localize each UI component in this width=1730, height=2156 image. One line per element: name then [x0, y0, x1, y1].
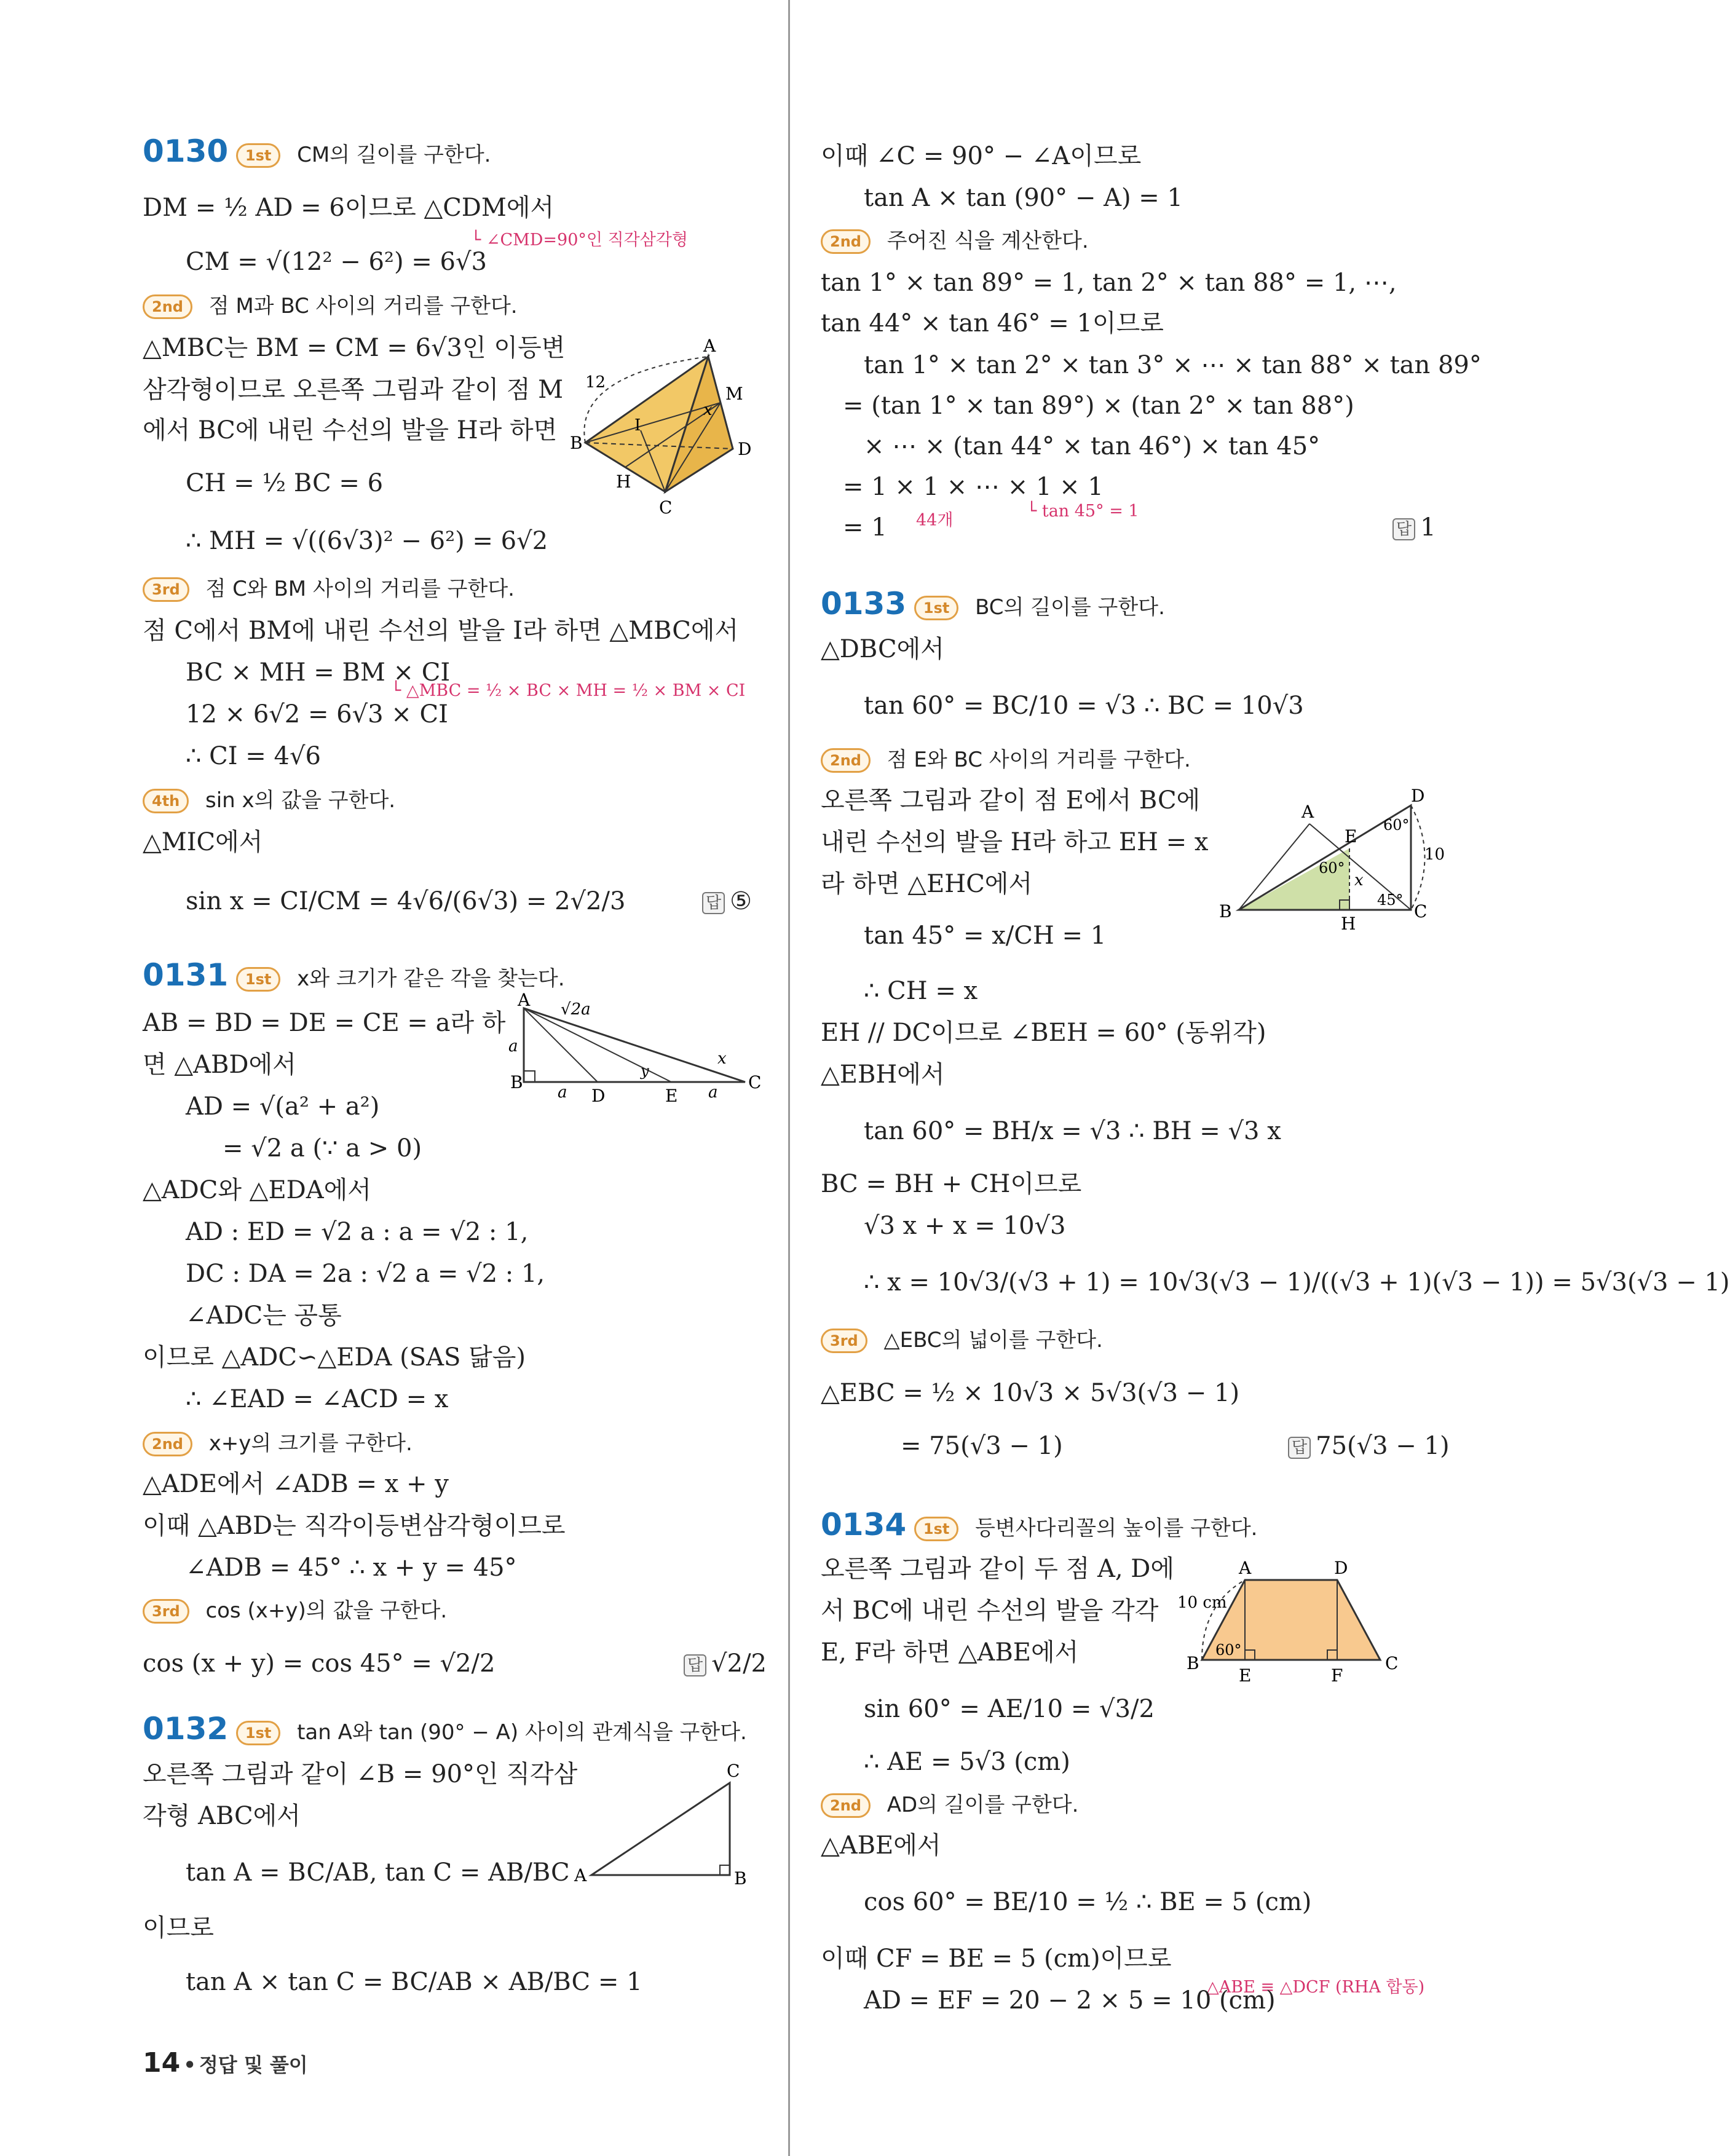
- solution-line: 이므로 △ADC∽△EDA (SAS 닮음): [143, 1343, 526, 1372]
- solution-line: 이때 ∠C = 90° − ∠A이므로: [821, 142, 1142, 170]
- page-footer: [143, 2047, 308, 2079]
- solution-line: cos 60° = BE/10 = ½ ∴ BE = 5 (cm): [864, 1888, 1312, 1916]
- answer-value: 1: [1420, 513, 1436, 542]
- solution-line: = 1: [843, 513, 887, 542]
- triangle-figure-0131: [499, 990, 762, 1107]
- solution-line: DC : DA = 2a : √2 a = √2 : 1,: [186, 1260, 545, 1288]
- fig-label: E: [1345, 826, 1357, 847]
- fig-label: H: [616, 472, 631, 492]
- solution-line: tan 1° × tan 89° = 1, tan 2° × tan 88° = 1, ⋯,: [821, 269, 1397, 297]
- answer: [684, 1648, 767, 1680]
- answer-icon: 답: [1288, 1437, 1311, 1459]
- step-task: tan A와 tan (90° − A) 사이의 관계식을 구한다.: [297, 1720, 747, 1745]
- fig-label: E: [665, 1086, 678, 1106]
- fig-label: D: [1411, 786, 1425, 806]
- problem-number: 0130: [143, 133, 229, 169]
- solution-line: AD = EF = 20 − 2 × 5 = 10 (cm): [864, 1986, 1276, 2015]
- fig-label: F: [1331, 1665, 1343, 1686]
- fig-label: M: [725, 384, 743, 404]
- tetrahedron-figure: [567, 338, 757, 547]
- solution-line: ∠ADB = 45° ∴ x + y = 45°: [186, 1554, 517, 1582]
- step-badge: 1st: [236, 1721, 280, 1745]
- trapezoid-figure-0134: [1177, 1549, 1448, 1691]
- answer: [1392, 511, 1436, 543]
- fig-label: a: [558, 1083, 567, 1102]
- fig-label: B: [570, 433, 583, 453]
- footer-title: 정답 및 풀이: [199, 2053, 308, 2077]
- problem-0132-header: [143, 1713, 747, 1748]
- fig-label: C: [748, 1072, 762, 1092]
- fig-label: A: [518, 990, 531, 1010]
- annotation-note: └ ∠CMD=90°인 직각삼각형: [471, 231, 688, 250]
- solution-line: ∴ MH = √((6√3)² − 6²) = 6√2: [186, 527, 548, 555]
- solution-line: BC = BH + CH이므로: [821, 1170, 1082, 1198]
- solution-line: 오른쪽 그림과 같이 두 점 A, D에: [821, 1555, 1175, 1583]
- solution-line: = (tan 1° × tan 89°) × (tan 2° × tan 88°): [843, 392, 1354, 420]
- solution-line: △MIC에서: [143, 828, 263, 856]
- page-number: 14: [143, 2047, 181, 2079]
- solution-line: CM = √(12² − 6²) = 6√3: [186, 248, 487, 276]
- fig-label: C: [659, 497, 673, 518]
- step-badge: 2nd: [143, 294, 192, 319]
- solution-line: 각형 ABC에서: [143, 1802, 301, 1830]
- fig-label: B: [510, 1072, 523, 1092]
- fig-label: A: [1239, 1558, 1252, 1578]
- fig-label: H: [1341, 914, 1356, 934]
- solution-line: DM = ½ AD = 6이므로 △CDM에서: [143, 194, 555, 222]
- answer-value: ⑤: [730, 887, 752, 915]
- solution-line: = 1 × 1 × ⋯ × 1 × 1: [843, 473, 1104, 501]
- step-task: sin x의 값을 구한다.: [205, 788, 396, 813]
- solution-line: △ADC와 △EDA에서: [143, 1176, 371, 1204]
- fig-label: 10: [1424, 845, 1445, 864]
- step-2-header: [143, 1426, 413, 1459]
- answer: [702, 885, 752, 917]
- fig-label: C: [1414, 901, 1428, 922]
- solution-line: √3 x + x = 10√3: [864, 1212, 1066, 1240]
- solution-line: = 75(√3 − 1): [901, 1432, 1063, 1460]
- answer-icon: 답: [684, 1654, 706, 1676]
- answer-icon: 답: [1392, 518, 1415, 540]
- solution-line: 라 하면 △EHC에서: [821, 870, 1033, 898]
- fig-label: B: [1219, 901, 1232, 922]
- solution-line: △ADE에서 ∠ADB = x + y: [143, 1470, 449, 1498]
- step-badge: 4th: [143, 789, 189, 813]
- fig-label: √2a: [561, 1000, 591, 1019]
- solution-line: △DBC에서: [821, 635, 944, 663]
- solution-line: tan 45° = x/CH = 1: [864, 922, 1107, 950]
- fig-label: C: [727, 1761, 740, 1781]
- answer-value: 75(√3 − 1): [1316, 1432, 1450, 1460]
- fig-label: B: [734, 1868, 747, 1889]
- solution-line: 이때 CF = BE = 5 (cm)이므로: [821, 1945, 1172, 1973]
- solution-line: △MBC는 BM = CM = 6√3인 이등변: [143, 334, 566, 362]
- step-badge: 3rd: [821, 1329, 867, 1353]
- fig-label: D: [591, 1086, 606, 1106]
- problem-number: 0134: [821, 1507, 907, 1542]
- solution-line: 에서 BC에 내린 수선의 발을 H라 하면: [143, 416, 558, 444]
- fig-label: D: [738, 439, 752, 459]
- step-2-header: [821, 743, 1191, 776]
- solution-line: ∠ADC는 공통: [186, 1301, 342, 1330]
- solution-line: AD : ED = √2 a : a = √2 : 1,: [186, 1218, 529, 1246]
- fig-label: A: [574, 1865, 587, 1886]
- annotation-note: △ABE ≡ △DCF (RHA 합동): [1206, 1978, 1425, 1997]
- triangle-figure-0133: [1202, 787, 1448, 941]
- step-3-header: [143, 1593, 447, 1627]
- solution-line: × ⋯ × (tan 44° × tan 46°) × tan 45°: [864, 432, 1321, 460]
- fig-label: x: [717, 1049, 727, 1068]
- step-task: AD의 길이를 구한다.: [887, 1793, 1079, 1817]
- fig-label: A: [703, 336, 716, 356]
- solution-line: 점 C에서 BM에 내린 수선의 발을 I라 하면 △MBC에서: [143, 617, 739, 645]
- solution-line: tan 44° × tan 46° = 1이므로: [821, 309, 1164, 338]
- step-task: 점 M과 BC 사이의 거리를 구한다.: [208, 294, 518, 318]
- step-3-header: [821, 1323, 1103, 1356]
- solution-line: E, F라 하면 △ABE에서: [821, 1638, 1079, 1667]
- fig-label: 45°: [1377, 891, 1404, 909]
- solution-line: ∴ CH = x: [864, 977, 978, 1005]
- step-4-header: [143, 783, 395, 816]
- annotation-note: └ tan 45° = 1: [1027, 502, 1139, 521]
- step-badge: 1st: [914, 1517, 958, 1541]
- fig-label: B: [1187, 1653, 1199, 1673]
- step-task: x와 크기가 같은 각을 찾는다.: [297, 966, 565, 991]
- problem-number: 0131: [143, 957, 229, 993]
- solution-line: 내린 수선의 발을 H라 하고 EH = x: [821, 828, 1209, 856]
- solution-line: = √2 a (∵ a > 0): [223, 1134, 422, 1163]
- solution-line: cos (x + y) = cos 45° = √2/2: [143, 1649, 496, 1678]
- problem-0133-header: [821, 588, 1165, 623]
- solution-line: 오른쪽 그림과 같이 점 E에서 BC에: [821, 786, 1201, 815]
- solution-line: AD = √(a² + a²): [186, 1092, 380, 1121]
- solution-line: 오른쪽 그림과 같이 ∠B = 90°인 직각삼: [143, 1760, 578, 1788]
- step-task: 점 C와 BM 사이의 거리를 구한다.: [205, 577, 515, 601]
- fig-label: E: [1239, 1665, 1252, 1686]
- solution-line: tan A × tan (90° − A) = 1: [864, 184, 1183, 212]
- fig-label: 60°: [1319, 859, 1345, 877]
- step-task: 점 E와 BC 사이의 거리를 구한다.: [887, 748, 1191, 772]
- fig-label: 60°: [1383, 816, 1410, 834]
- step-badge: 2nd: [821, 1793, 871, 1818]
- step-badge: 3rd: [143, 1599, 189, 1624]
- solution-line: 삼각형이므로 오른쪽 그림과 같이 점 M: [143, 376, 564, 404]
- step-badge: 2nd: [143, 1432, 192, 1456]
- step-task: cos (x+y)의 값을 구한다.: [205, 1598, 448, 1623]
- solution-line: sin 60° = AE/10 = √3/2: [864, 1695, 1155, 1723]
- step-badge: 1st: [236, 143, 280, 168]
- solution-line: AB = BD = DE = CE = a라 하: [143, 1009, 506, 1037]
- solution-line: ∴ ∠EAD = ∠ACD = x: [186, 1385, 449, 1413]
- solution-line: △EBH에서: [821, 1060, 945, 1089]
- fig-label: C: [1385, 1653, 1399, 1673]
- solution-line: △ABE에서: [821, 1831, 941, 1860]
- annotation-note: └ △MBC = ½ × BC × MH = ½ × BM × CI: [391, 681, 746, 700]
- solution-line: tan A = BC/AB, tan C = AB/BC: [186, 1858, 570, 1887]
- step-badge: 3rd: [143, 577, 189, 602]
- solution-line: EH // DC이므로 ∠BEH = 60° (동위각): [821, 1019, 1266, 1047]
- column-divider: [788, 0, 790, 2156]
- solution-line: CH = ½ BC = 6: [186, 469, 384, 497]
- step-badge: 2nd: [821, 229, 871, 254]
- solution-line: tan 60° = BH/x = √3 ∴ BH = √3 x: [864, 1117, 1281, 1145]
- step-task: 주어진 식을 계산한다.: [887, 229, 1089, 253]
- fig-label: y: [641, 1062, 649, 1080]
- step-2-header: [143, 289, 518, 322]
- footer-separator: •: [183, 2053, 196, 2077]
- fig-label: 60°: [1215, 1641, 1242, 1659]
- step-3-header: [143, 572, 515, 605]
- step-badge: 1st: [914, 596, 958, 620]
- solution-line: ∴ x = 10√3/(√3 + 1) = 10√3(√3 − 1)/((√3 + 1)(√3 − 1)) = 5√3(√3 − 1): [864, 1268, 1730, 1297]
- step-task: CM의 길이를 구한다.: [297, 143, 491, 167]
- solution-line: 이므로: [143, 1914, 214, 1942]
- step-badge: 1st: [236, 967, 280, 992]
- solution-line: △EBC = ½ × 10√3 × 5√3(√3 − 1): [821, 1379, 1240, 1407]
- annotation-note: 44개: [916, 511, 954, 530]
- step-task: x+y의 크기를 구한다.: [208, 1431, 413, 1456]
- solution-line: ∴ AE = 5√3 (cm): [864, 1748, 1070, 1776]
- solution-line: 이때 △ABD는 직각이등변삼각형이므로: [143, 1512, 566, 1540]
- step-2-header: [821, 1788, 1078, 1821]
- solution-line: 12 × 6√2 = 6√3 × CI: [186, 700, 448, 729]
- fig-label: x: [1354, 871, 1364, 890]
- solution-line: ∴ CI = 4√6: [186, 742, 321, 770]
- fig-label: 12: [585, 373, 606, 392]
- solution-line: 면 △ABD에서: [143, 1051, 296, 1079]
- step-task: 등변사다리꼴의 높이를 구한다.: [975, 1516, 1258, 1541]
- problem-number: 0133: [821, 586, 907, 622]
- fig-label: D: [1334, 1558, 1348, 1578]
- fig-label: A: [1301, 802, 1314, 822]
- fig-label: x: [703, 401, 713, 419]
- fig-label: I: [634, 416, 641, 435]
- right-triangle-figure-0132: [567, 1758, 751, 1906]
- fig-label: 10 cm: [1177, 1593, 1227, 1612]
- problem-0131-header: [143, 959, 565, 995]
- answer-value: √2/2: [711, 1649, 767, 1678]
- fig-label: a: [708, 1083, 718, 1102]
- solution-line: BC × MH = BM × CI: [186, 658, 451, 687]
- solution-line: 서 BC에 내린 수선의 발을 각각: [821, 1597, 1159, 1625]
- solution-line: tan A × tan C = BC/AB × AB/BC = 1: [186, 1968, 642, 1996]
- solution-line: tan 1° × tan 2° × tan 3° × ⋯ × tan 88° × tan 89°: [864, 351, 1482, 379]
- problem-0130-header: [143, 135, 491, 171]
- problem-number: 0132: [143, 1711, 229, 1747]
- step-task: △EBC의 넓이를 구한다.: [883, 1328, 1103, 1352]
- problem-0134-header: [821, 1509, 1257, 1544]
- fig-label: a: [508, 1037, 518, 1056]
- step-task: BC의 길이를 구한다.: [975, 595, 1165, 620]
- answer: [1288, 1430, 1450, 1462]
- step-2-header: [821, 224, 1089, 257]
- answer-icon: 답: [702, 892, 725, 914]
- step-badge: 2nd: [821, 748, 871, 773]
- solution-line: sin x = CI/CM = 4√6/(6√3) = 2√2/3: [186, 887, 626, 915]
- solution-line: tan 60° = BC/10 = √3 ∴ BC = 10√3: [864, 692, 1304, 720]
